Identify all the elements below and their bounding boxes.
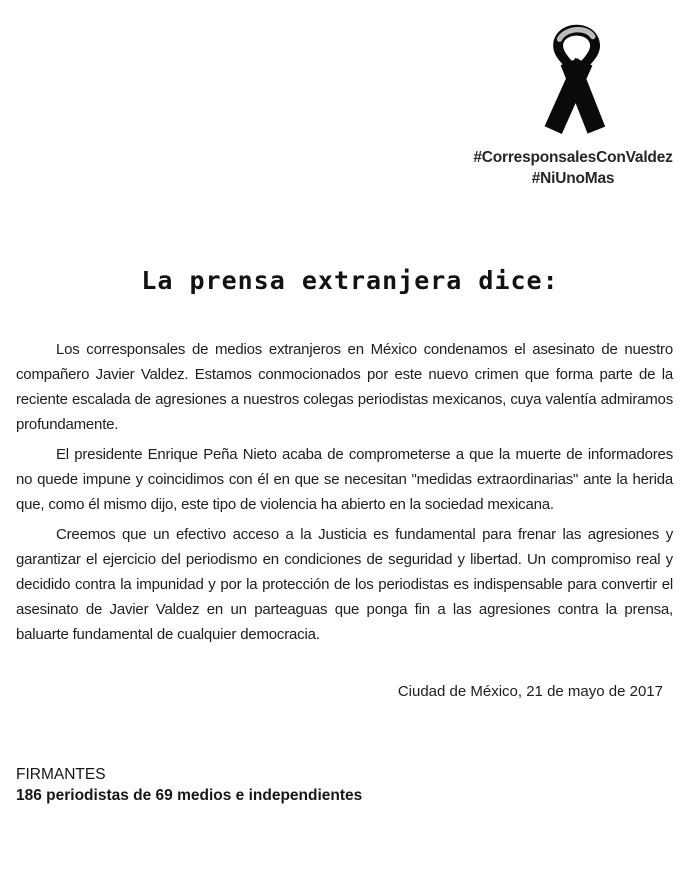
- signatories-summary: 186 periodistas de 69 medios e independientes: [16, 787, 363, 804]
- hashtag-corresponsales-con-valdez: #CorresponsalesConValdez: [473, 149, 673, 166]
- dateline: Ciudad de México, 21 de mayo de 2017: [397, 683, 663, 700]
- paragraph-condena: Los corresponsales de medios extranjeros en México condenamos el asesinato de nuestro compañero Javier Valdez. Estamos conmocionados por este nuevo crimen que forma parte de la reciente escalada de agresiones a nuestros colegas periodistas mexicanos, cuya valentía admiramos profundamente.: [16, 341, 673, 433]
- paragraph-presidente: El presidente Enrique Peña Nieto acaba de comprometerse a que la muerte de informadores no quede impune y coincidimos con él en que se necesitan "medidas extraordinarias" ante la herida que, como él mismo dijo, este tipo de violencia ha abierto en la sociedad mexicana.: [16, 446, 673, 513]
- signatories-heading: FIRMANTES: [16, 766, 106, 783]
- paragraph-justicia: Creemos que un efectivo acceso a la Justicia es fundamental para frenar las agresiones y garantizar el ejercicio del periodismo en condiciones de seguridad y libertad. Un compromiso real y decidido contra la impunidad y por la protección de los periodistas es indispensable para convertir el asesinato de Javier Valdez en un parteaguas que ponga fin a las agresiones contra la prensa, baluarte fundamental de cualquier democracia.: [16, 526, 673, 643]
- mourning-ribbon-block: [473, 22, 673, 189]
- page-title: La prensa extranjera dice:: [141, 266, 559, 295]
- signatories-block: [16, 764, 700, 806]
- hashtag-ni-uno-mas: #NiUnoMas: [531, 170, 615, 187]
- mourning-ribbon-icon: [528, 22, 618, 141]
